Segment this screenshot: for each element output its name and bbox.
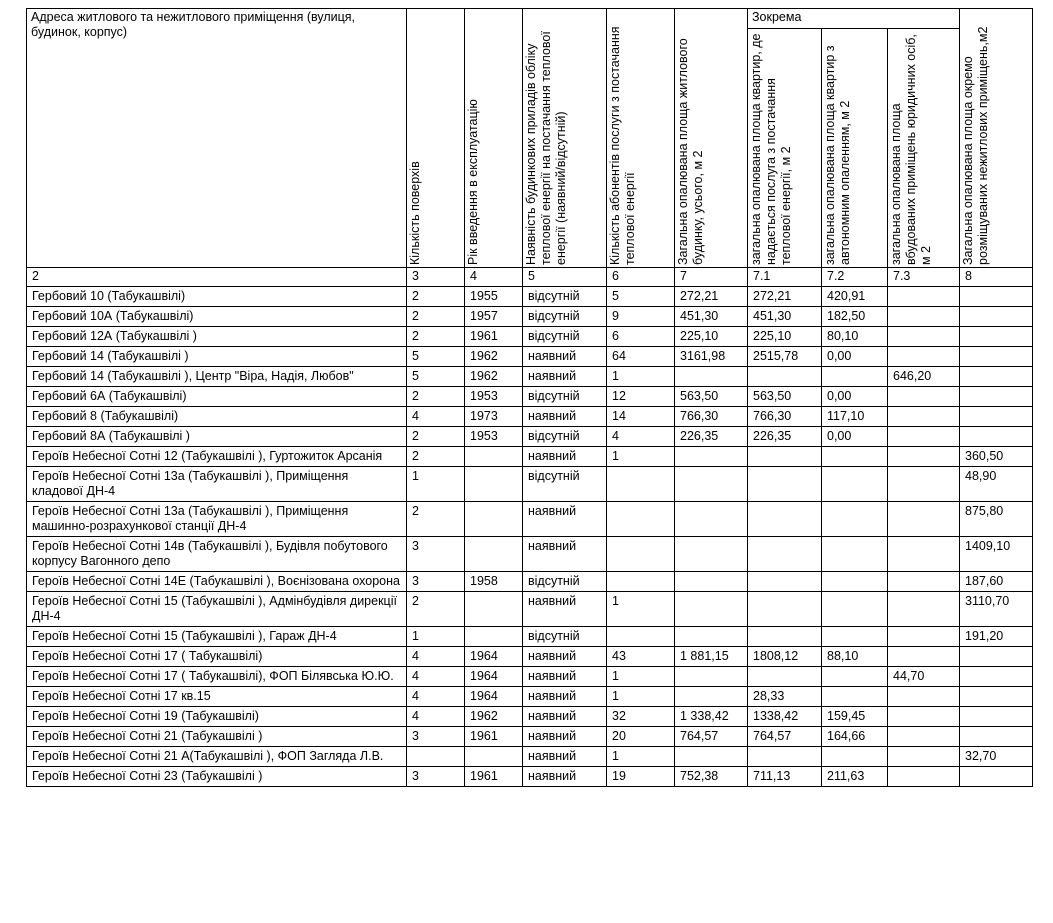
cell-subscribers: 1 (607, 667, 675, 687)
cell-nonresidential (960, 327, 1033, 347)
cell-floors: 2 (407, 387, 465, 407)
cell-area-7-3 (888, 687, 960, 707)
header-total-residential: Загальна опалювана площа житлового будинку, усього, м 2 (675, 9, 748, 268)
cell-total-residential: 272,21 (675, 287, 748, 307)
table-row (27, 707, 1033, 727)
cell-subscribers: 19 (607, 767, 675, 787)
cell-subscribers: 1 (607, 687, 675, 707)
cell-total-residential: 764,57 (675, 727, 748, 747)
cell-meter: наявний (523, 592, 607, 627)
cell-subscribers: 5 (607, 287, 675, 307)
cell-address: Гербовий 8А (Табукашвілі ) (27, 427, 407, 447)
cell-area-7-3 (888, 727, 960, 747)
table-row (27, 327, 1033, 347)
cell-area-7-2: 211,63 (822, 767, 888, 787)
cell-nonresidential: 360,50 (960, 447, 1033, 467)
cell-address: Героїв Небесної Сотні 13а (Табукашвілі ), Приміщення машинно-розрахункової станції ДН-4 (27, 502, 407, 537)
cell-floors: 4 (407, 407, 465, 427)
cell-total-residential (675, 367, 748, 387)
cell-floors: 2 (407, 447, 465, 467)
header-nonresidential: Загальна опалювана площа окремо розміщуваних нежитлових приміщень,м2 (960, 9, 1033, 268)
cell-year (465, 447, 523, 467)
cell-address: Героїв Небесної Сотні 13а (Табукашвілі ), Приміщення кладової ДН-4 (27, 467, 407, 502)
cell-meter: наявний (523, 447, 607, 467)
cell-meter: наявний (523, 707, 607, 727)
table-row (27, 347, 1033, 367)
cell-floors: 4 (407, 687, 465, 707)
cell-year: 1962 (465, 367, 523, 387)
cell-meter: відсутній (523, 387, 607, 407)
table-row (27, 667, 1033, 687)
cell-floors: 2 (407, 327, 465, 347)
cell-nonresidential: 875,80 (960, 502, 1033, 537)
cell-address: Героїв Небесної Сотні 21 (Табукашвілі ) (27, 727, 407, 747)
cell-address: Гербовий 8 (Табукашвілі) (27, 407, 407, 427)
table-body (27, 287, 1033, 787)
cell-area-7-3 (888, 537, 960, 572)
cell-address: Героїв Небесної Сотні 17 ( Табукашвілі), ФОП Білявська Ю.Ю. (27, 667, 407, 687)
cell-floors: 5 (407, 367, 465, 387)
cell-area-7-3 (888, 627, 960, 647)
cell-total-residential (675, 502, 748, 537)
table-row (27, 767, 1033, 787)
table-row (27, 647, 1033, 667)
cell-year (465, 592, 523, 627)
cell-area-7-3 (888, 387, 960, 407)
cell-year (465, 467, 523, 502)
cell-subscribers (607, 502, 675, 537)
table-row (27, 387, 1033, 407)
table-row (27, 537, 1033, 572)
cell-area-7-2 (822, 667, 888, 687)
cell-area-7-1: 272,21 (748, 287, 822, 307)
cell-address: Героїв Небесної Сотні 19 (Табукашвілі) (27, 707, 407, 727)
cell-subscribers (607, 572, 675, 592)
cell-nonresidential (960, 687, 1033, 707)
cell-nonresidential: 3110,70 (960, 592, 1033, 627)
cell-nonresidential (960, 427, 1033, 447)
cell-area-7-1: 225,10 (748, 327, 822, 347)
cell-subscribers (607, 467, 675, 502)
cell-year (465, 627, 523, 647)
column-number: 2 (27, 268, 407, 287)
cell-year: 1964 (465, 647, 523, 667)
table-row (27, 592, 1033, 627)
cell-total-residential (675, 747, 748, 767)
cell-nonresidential: 48,90 (960, 467, 1033, 502)
cell-subscribers (607, 537, 675, 572)
cell-area-7-3 (888, 307, 960, 327)
cell-area-7-2: 80,10 (822, 327, 888, 347)
cell-total-residential: 226,35 (675, 427, 748, 447)
table-row (27, 447, 1033, 467)
cell-area-7-1 (748, 502, 822, 537)
cell-meter: відсутній (523, 287, 607, 307)
cell-nonresidential: 187,60 (960, 572, 1033, 592)
cell-floors: 4 (407, 667, 465, 687)
cell-meter: відсутній (523, 307, 607, 327)
cell-area-7-3 (888, 707, 960, 727)
cell-subscribers: 9 (607, 307, 675, 327)
cell-area-7-1: 2515,78 (748, 347, 822, 367)
table-row (27, 502, 1033, 537)
cell-area-7-1: 563,50 (748, 387, 822, 407)
cell-year: 1958 (465, 572, 523, 592)
cell-area-7-2 (822, 747, 888, 767)
cell-area-7-2: 420,91 (822, 287, 888, 307)
cell-area-7-2: 0,00 (822, 347, 888, 367)
table-row (27, 407, 1033, 427)
cell-address: Гербовий 10А (Табукашвілі) (27, 307, 407, 327)
cell-year: 1973 (465, 407, 523, 427)
cell-year: 1957 (465, 307, 523, 327)
cell-subscribers: 12 (607, 387, 675, 407)
cell-floors: 3 (407, 727, 465, 747)
cell-area-7-3 (888, 592, 960, 627)
cell-floors: 2 (407, 287, 465, 307)
cell-subscribers: 4 (607, 427, 675, 447)
table-row (27, 427, 1033, 447)
cell-area-7-3 (888, 427, 960, 447)
cell-area-7-2 (822, 537, 888, 572)
cell-total-residential: 1 881,15 (675, 647, 748, 667)
cell-area-7-2: 88,10 (822, 647, 888, 667)
cell-area-7-2: 164,66 (822, 727, 888, 747)
cell-area-7-1: 764,57 (748, 727, 822, 747)
cell-address: Героїв Небесної Сотні 17 ( Табукашвілі) (27, 647, 407, 667)
cell-nonresidential (960, 387, 1033, 407)
cell-area-7-3 (888, 447, 960, 467)
cell-total-residential (675, 627, 748, 647)
cell-area-7-1 (748, 667, 822, 687)
cell-area-7-2 (822, 367, 888, 387)
cell-address: Героїв Небесної Сотні 12 (Табукашвілі ), Гуртожиток Арсанія (27, 447, 407, 467)
cell-floors: 4 (407, 707, 465, 727)
cell-floors: 5 (407, 347, 465, 367)
cell-total-residential: 1 338,42 (675, 707, 748, 727)
cell-floors: 2 (407, 427, 465, 447)
cell-meter: відсутній (523, 572, 607, 592)
cell-nonresidential (960, 767, 1033, 787)
cell-subscribers: 1 (607, 747, 675, 767)
cell-meter: наявний (523, 537, 607, 572)
cell-address: Героїв Небесної Сотні 15 (Табукашвілі ), Гараж ДН-4 (27, 627, 407, 647)
cell-nonresidential (960, 347, 1033, 367)
header-address: Адреса житлового та нежитлового приміщення (вулиця, будинок, корпус) (27, 9, 407, 268)
cell-total-residential (675, 447, 748, 467)
cell-meter: відсутній (523, 627, 607, 647)
cell-subscribers: 20 (607, 727, 675, 747)
cell-meter: наявний (523, 647, 607, 667)
cell-floors: 2 (407, 502, 465, 537)
cell-floors (407, 747, 465, 767)
header-7-2: загальна опалювана площа квартир з автономним опаленням, м 2 (822, 29, 888, 268)
header-floors: Кількість поверхів (407, 9, 465, 268)
cell-total-residential (675, 572, 748, 592)
column-number: 7.3 (888, 268, 960, 287)
column-number: 7 (675, 268, 748, 287)
cell-area-7-2 (822, 627, 888, 647)
cell-total-residential (675, 537, 748, 572)
cell-area-7-3 (888, 407, 960, 427)
cell-area-7-2 (822, 447, 888, 467)
cell-address: Героїв Небесної Сотні 15 (Табукашвілі ), Адмінбудівля дирекції ДН-4 (27, 592, 407, 627)
cell-area-7-1 (748, 572, 822, 592)
cell-subscribers: 6 (607, 327, 675, 347)
cell-address: Гербовий 14 (Табукашвілі ) (27, 347, 407, 367)
cell-address: Гербовий 10 (Табукашвілі) (27, 287, 407, 307)
cell-total-residential (675, 592, 748, 627)
column-number: 8 (960, 268, 1033, 287)
cell-year: 1955 (465, 287, 523, 307)
cell-area-7-1: 1808,12 (748, 647, 822, 667)
cell-area-7-3 (888, 347, 960, 367)
header-year: Рік введення в експлуатацію (465, 9, 523, 268)
cell-nonresidential (960, 367, 1033, 387)
header-7-1: загальна опалювана площа квартир, де надається послуга з постачання теплової енергії, м 2 (748, 29, 822, 268)
cell-nonresidential (960, 647, 1033, 667)
cell-subscribers: 1 (607, 592, 675, 627)
cell-area-7-3 (888, 327, 960, 347)
table-header (27, 9, 1033, 287)
cell-total-residential (675, 467, 748, 502)
cell-area-7-1: 711,13 (748, 767, 822, 787)
cell-area-7-3 (888, 287, 960, 307)
cell-total-residential: 766,30 (675, 407, 748, 427)
cell-subscribers: 32 (607, 707, 675, 727)
table-row (27, 727, 1033, 747)
cell-year (465, 502, 523, 537)
cell-subscribers: 64 (607, 347, 675, 367)
table-row (27, 287, 1033, 307)
cell-address: Героїв Небесної Сотні 17 кв.15 (27, 687, 407, 707)
cell-address: Гербовий 12А (Табукашвілі ) (27, 327, 407, 347)
cell-nonresidential (960, 407, 1033, 427)
cell-area-7-1 (748, 447, 822, 467)
cell-meter: наявний (523, 747, 607, 767)
cell-meter: відсутній (523, 467, 607, 502)
cell-year: 1961 (465, 727, 523, 747)
cell-subscribers: 43 (607, 647, 675, 667)
cell-area-7-1 (748, 592, 822, 627)
table-row (27, 572, 1033, 592)
cell-meter: наявний (523, 727, 607, 747)
cell-floors: 1 (407, 627, 465, 647)
cell-area-7-2: 0,00 (822, 387, 888, 407)
cell-total-residential: 451,30 (675, 307, 748, 327)
column-number: 3 (407, 268, 465, 287)
cell-year: 1962 (465, 707, 523, 727)
cell-area-7-1 (748, 747, 822, 767)
cell-floors: 1 (407, 467, 465, 502)
cell-nonresidential: 191,20 (960, 627, 1033, 647)
cell-area-7-2: 159,45 (822, 707, 888, 727)
cell-floors: 4 (407, 647, 465, 667)
cell-area-7-2 (822, 467, 888, 502)
column-number: 6 (607, 268, 675, 287)
cell-year: 1953 (465, 387, 523, 407)
cell-meter: наявний (523, 502, 607, 537)
cell-area-7-3 (888, 572, 960, 592)
cell-floors: 2 (407, 592, 465, 627)
cell-area-7-1 (748, 537, 822, 572)
cell-year: 1962 (465, 347, 523, 367)
cell-subscribers (607, 627, 675, 647)
cell-year (465, 747, 523, 767)
cell-meter: наявний (523, 407, 607, 427)
cell-meter: наявний (523, 347, 607, 367)
cell-nonresidential (960, 727, 1033, 747)
cell-floors: 2 (407, 307, 465, 327)
cell-year: 1964 (465, 667, 523, 687)
cell-area-7-2 (822, 592, 888, 627)
cell-year: 1953 (465, 427, 523, 447)
cell-area-7-3: 44,70 (888, 667, 960, 687)
cell-area-7-2: 0,00 (822, 427, 888, 447)
cell-area-7-1 (748, 467, 822, 502)
cell-address: Героїв Небесної Сотні 14в (Табукашвілі ), Будівля побутового корпусу Вагонного депо (27, 537, 407, 572)
cell-area-7-1: 766,30 (748, 407, 822, 427)
heating-area-table (26, 8, 1033, 787)
column-number: 5 (523, 268, 607, 287)
cell-area-7-3 (888, 467, 960, 502)
cell-year (465, 537, 523, 572)
cell-area-7-2 (822, 572, 888, 592)
cell-meter: наявний (523, 367, 607, 387)
cell-address: Гербовий 14 (Табукашвілі ), Центр "Віра, Надія, Любов" (27, 367, 407, 387)
cell-area-7-3 (888, 647, 960, 667)
cell-nonresidential (960, 707, 1033, 727)
cell-meter: відсутній (523, 427, 607, 447)
cell-area-7-3 (888, 767, 960, 787)
header-subscribers: Кількість абонентів послуги з постачання теплової енергії (607, 9, 675, 268)
cell-year: 1961 (465, 327, 523, 347)
table-row (27, 747, 1033, 767)
cell-area-7-1 (748, 367, 822, 387)
cell-meter: наявний (523, 667, 607, 687)
header-7-3: загальна опалювана площа вбудованих приміщень юридичних осіб, м 2 (888, 29, 960, 268)
header-zokrema: Зокрема (748, 9, 960, 29)
cell-area-7-3 (888, 502, 960, 537)
column-number: 7.1 (748, 268, 822, 287)
cell-floors: 3 (407, 537, 465, 572)
cell-nonresidential: 1409,10 (960, 537, 1033, 572)
cell-address: Героїв Небесної Сотні 21 А(Табукашвілі ), ФОП Загляда Л.В. (27, 747, 407, 767)
table-row (27, 627, 1033, 647)
cell-area-7-1: 28,33 (748, 687, 822, 707)
cell-area-7-1: 226,35 (748, 427, 822, 447)
cell-meter: відсутній (523, 327, 607, 347)
cell-total-residential: 752,38 (675, 767, 748, 787)
cell-area-7-2 (822, 502, 888, 537)
cell-subscribers: 1 (607, 367, 675, 387)
cell-area-7-1: 1338,42 (748, 707, 822, 727)
cell-area-7-3 (888, 747, 960, 767)
cell-floors: 3 (407, 767, 465, 787)
header-meter: Наявність будинкових приладів обліку теплової енергії на постачання теплової енергії (наявний/відсутній) (523, 9, 607, 268)
cell-area-7-2: 182,50 (822, 307, 888, 327)
cell-total-residential (675, 687, 748, 707)
cell-total-residential: 225,10 (675, 327, 748, 347)
cell-subscribers: 14 (607, 407, 675, 427)
cell-year: 1964 (465, 687, 523, 707)
cell-subscribers: 1 (607, 447, 675, 467)
cell-meter: наявний (523, 687, 607, 707)
cell-area-7-2 (822, 687, 888, 707)
cell-address: Героїв Небесної Сотні 14Е (Табукашвілі ), Воєнізована охорона (27, 572, 407, 592)
cell-nonresidential: 32,70 (960, 747, 1033, 767)
column-number: 4 (465, 268, 523, 287)
cell-area-7-1: 451,30 (748, 307, 822, 327)
column-numbers-row (27, 268, 1033, 287)
cell-nonresidential (960, 287, 1033, 307)
cell-floors: 3 (407, 572, 465, 592)
column-number: 7.2 (822, 268, 888, 287)
cell-address: Героїв Небесної Сотні 23 (Табукашвілі ) (27, 767, 407, 787)
cell-meter: наявний (523, 767, 607, 787)
table-row (27, 367, 1033, 387)
cell-address: Гербовий 6А (Табукашвілі) (27, 387, 407, 407)
cell-area-7-3: 646,20 (888, 367, 960, 387)
cell-nonresidential (960, 667, 1033, 687)
cell-total-residential: 3161,98 (675, 347, 748, 367)
cell-total-residential (675, 667, 748, 687)
cell-area-7-1 (748, 627, 822, 647)
cell-area-7-2: 117,10 (822, 407, 888, 427)
cell-total-residential: 563,50 (675, 387, 748, 407)
cell-year: 1961 (465, 767, 523, 787)
table-row (27, 687, 1033, 707)
cell-nonresidential (960, 307, 1033, 327)
table-row (27, 307, 1033, 327)
table-row (27, 467, 1033, 502)
